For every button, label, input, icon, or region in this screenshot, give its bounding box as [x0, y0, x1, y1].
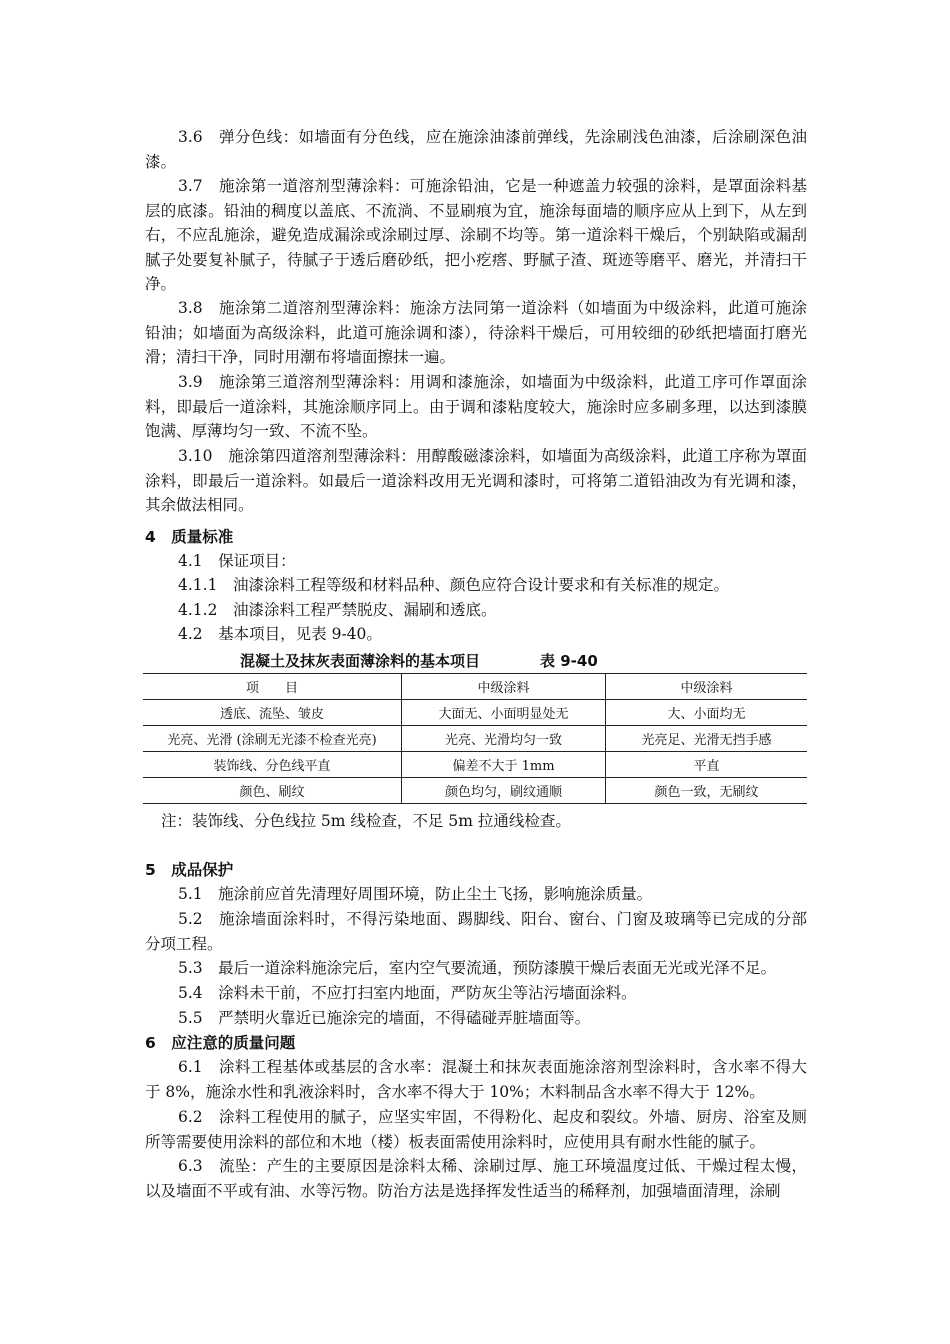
- table-cell: 大、小面均无: [606, 700, 808, 726]
- paragraph-6-2: 6.2 涂料工程使用的腻子，应坚实牢固，不得粉化、起皮和裂纹。外墙、厨房、浴室及厕所等需要使用涂料的部位和木地（楼）板表面需使用涂料时，应使用具有耐水性能的腻子。: [145, 1108, 807, 1151]
- paragraph-5-3: 5.3 最后一道涂料施涂完后，室内空气要流通，预防漆膜干燥后表面无光或光泽不足。: [178, 959, 777, 977]
- table-number: 表 9-40: [540, 652, 598, 670]
- table-cell: 大面无、小面明显处无: [402, 700, 606, 726]
- table-title: 混凝土及抹灰表面薄涂料的基本项目: [240, 652, 481, 670]
- table-header-cell: 中级涂料: [606, 674, 808, 700]
- item-4-1: 4.1 保证项目：: [178, 552, 296, 570]
- table-row: [143, 752, 807, 778]
- table-cell: 光亮足、光滑无挡手感: [606, 726, 808, 752]
- table-header-cell: 项 目: [143, 674, 402, 700]
- table-cell: 透底、流坠、皱皮: [143, 700, 402, 726]
- paragraph-5-2: 5.2 施涂墙面涂料时，不得污染地面、踢脚线、阳台、窗台、门窗及玻璃等已完成的分部分项工程。: [145, 910, 807, 953]
- table-cell: 颜色、刷纹: [143, 778, 402, 804]
- table-caption: [240, 650, 598, 671]
- paragraph-3-9: 3.9 施涂第三道溶剂型薄涂料：用调和漆施涂，如墙面为中级涂料，此道工序可作罩面涂料，即最后一道涂料，其施涂顺序同上。由于调和漆粘度较大，施涂时应多刷多理，以达到漆膜饱满、厚薄均匀一致、不流不坠。: [145, 373, 807, 440]
- item-4-1-1: 4.1.1 油漆涂料工程等级和材料品种、颜色应符合设计要求和有关标准的规定。: [178, 576, 729, 594]
- item-4-1-2: 4.1.2 油漆涂料工程严禁脱皮、漏刷和透底。: [178, 601, 497, 619]
- paragraph-3-6: 3.6 弹分色线：如墙面有分色线，应在施涂油漆前弹线，先涂刷浅色油漆，后涂刷深色油漆。: [145, 128, 807, 171]
- table-cell: 光亮、光滑 (涂刷无光漆不检查光亮): [143, 726, 402, 752]
- paragraph-5-1: 5.1 施涂前应首先清理好周围环境，防止尘土飞扬，影响施涂质量。: [178, 885, 653, 903]
- standards-table: [143, 673, 807, 804]
- paragraph-5-4: 5.4 涂料未干前，不应打扫室内地面，严防灰尘等沾污墙面涂料。: [178, 984, 637, 1002]
- paragraph-6-3: 6.3 流坠：产生的主要原因是涂料太稀、涂刷过厚、施工环境温度过低、干燥过程太慢，以及墙面不平或有油、水等污物。防治方法是选择挥发性适当的稀释剂，加强墙面清理，涂刷: [145, 1157, 807, 1200]
- table-row: [143, 778, 807, 804]
- paragraph-3-7: 3.7 施涂第一道溶剂型薄涂料：可施涂铅油，它是一种遮盖力较强的涂料，是罩面涂料基层的底漆。铅油的稠度以盖底、不流淌、不显刷痕为宜，施涂每面墙的顺序应从上到下，从左到右，不应乱施涂，避免造成漏涂或涂刷过厚、涂刷不均等。第一道涂料干燥后，个别缺陷或漏刮腻子处要复补腻子，待腻子于透后磨砂纸，把小疙瘩、野腻子渣、斑迹等磨平、磨光，并清扫干净。: [145, 177, 807, 293]
- table-header-cell: 中级涂料: [402, 674, 606, 700]
- item-4-2: 4.2 基本项目，见表 9-40。: [178, 625, 382, 643]
- table-cell: 偏差不大于 1mm: [402, 752, 606, 778]
- table-cell: 光亮、光滑均匀一致: [402, 726, 606, 752]
- paragraph-6-1: 6.1 涂料工程基体或基层的含水率：混凝土和抹灰表面施涂溶剂型涂料时，含水率不得大于 8%，施涂水性和乳液涂料时，含水率不得大于 10%；木料制品含水率不得大于 12%。: [145, 1058, 807, 1101]
- table-cell: 装饰线、分色线平直: [143, 752, 402, 778]
- table-cell: 颜色一致，无刷纹: [606, 778, 808, 804]
- table-row: [143, 726, 807, 752]
- section-6-heading: 6 应注意的质量问题: [145, 1034, 296, 1052]
- table-note: 注：装饰线、分色线拉 5m 线检查，不足 5m 拉通线检查。: [161, 812, 571, 830]
- section-5-heading: 5 成品保护: [145, 861, 234, 879]
- table-header-row: [143, 674, 807, 700]
- table-row: [143, 700, 807, 726]
- table-cell: 平直: [606, 752, 808, 778]
- paragraph-3-10: 3.10 施涂第四道溶剂型薄涂料：用醇酸磁漆涂料，如墙面为高级涂料，此道工序称为罩面涂料，即最后一道涂料。如最后一道涂料改用无光调和漆时，可将第二道铅油改为有光调和漆，其余做法相同。: [145, 447, 807, 514]
- table-cell: 颜色均匀，刷纹通顺: [402, 778, 606, 804]
- paragraph-5-5: 5.5 严禁明火靠近已施涂完的墙面，不得磕碰弄脏墙面等。: [178, 1009, 591, 1027]
- paragraph-3-8: 3.8 施涂第二道溶剂型薄涂料：施涂方法同第一道涂料（如墙面为中级涂料，此道可施涂铅油；如墙面为高级涂料，此道可施涂调和漆），待涂料干燥后，可用较细的砂纸把墙面打磨光滑；清扫干净，同时用潮布将墙面擦抹一遍。: [145, 299, 807, 366]
- section-4-heading: 4 质量标准: [145, 528, 234, 546]
